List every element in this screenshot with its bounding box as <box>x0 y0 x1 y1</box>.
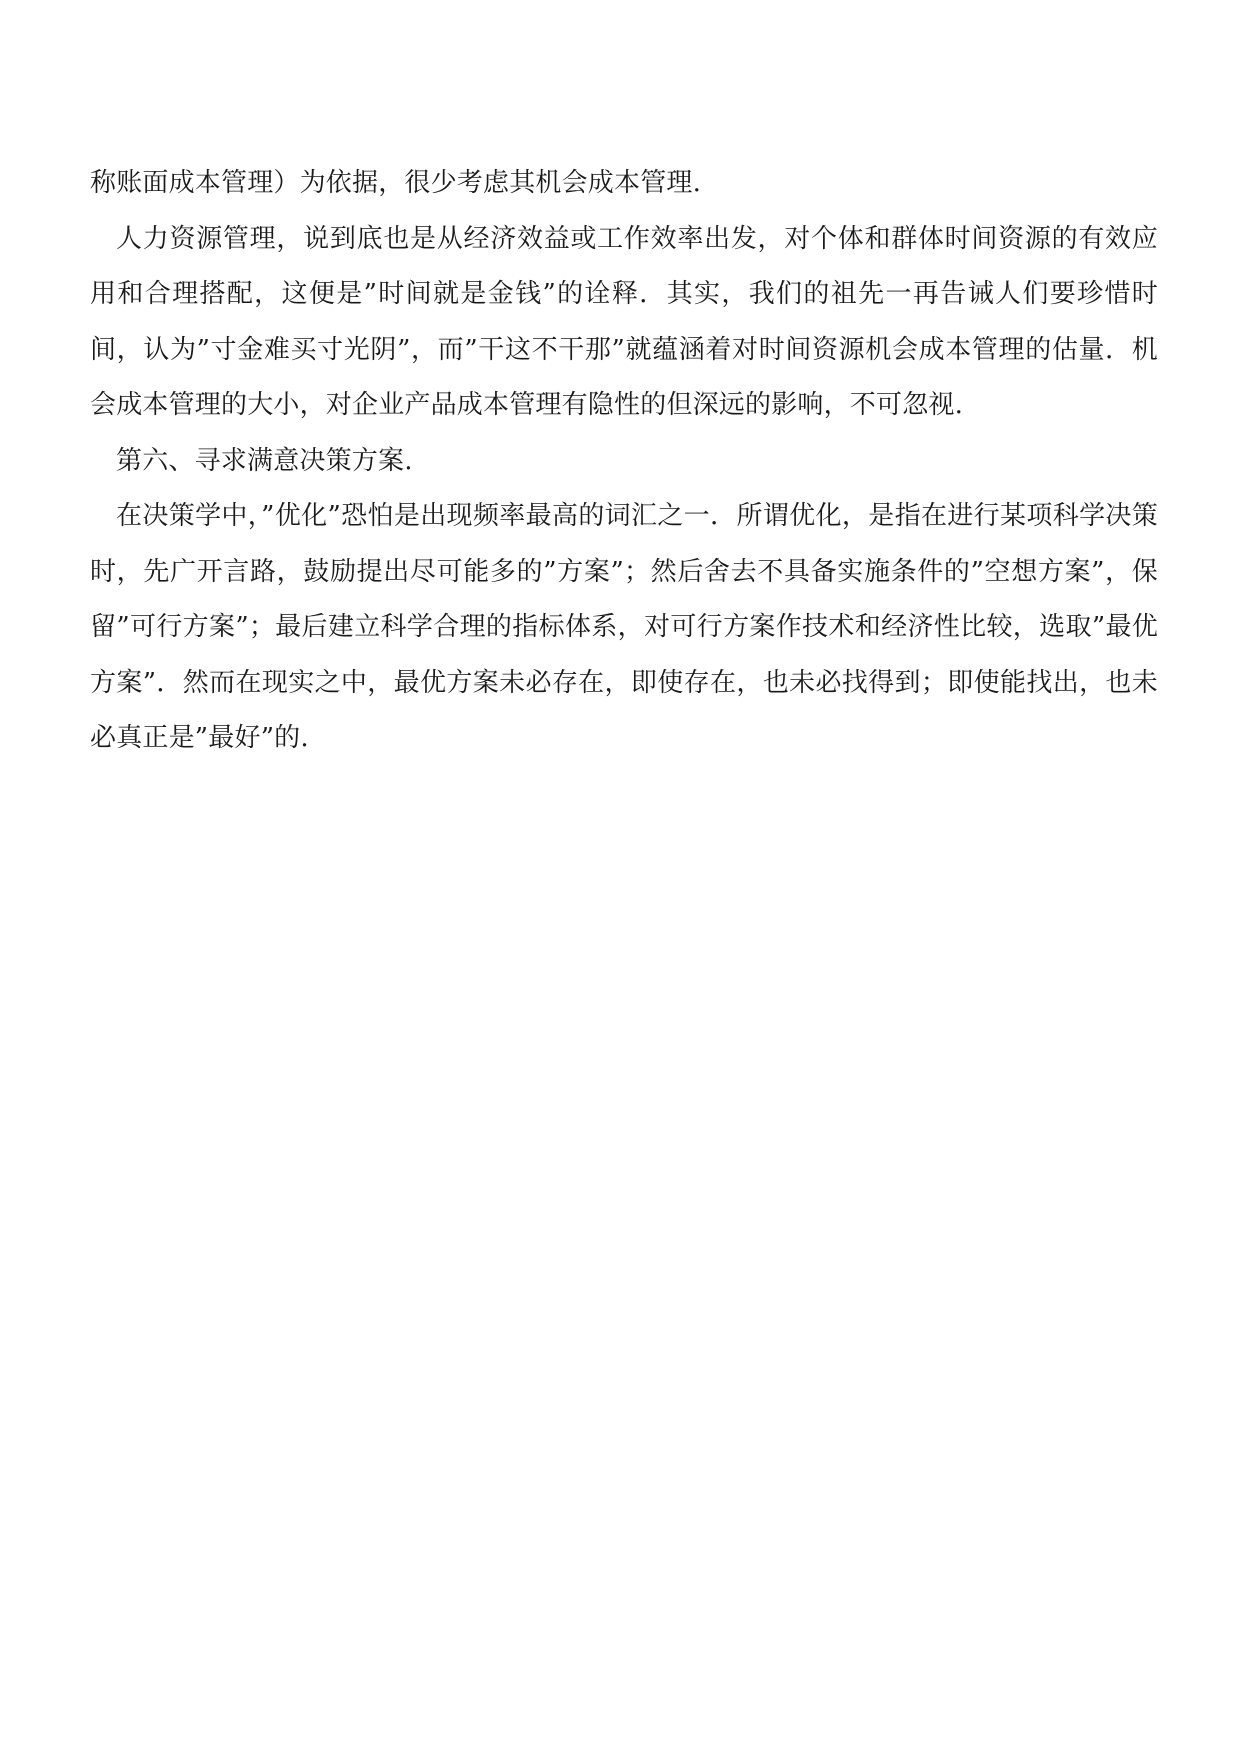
section-heading-sixth: 第六、寻求满意决策方案. <box>116 445 413 476</box>
paragraph-continuation: 称账面成本管理）为依据，很少考虑其机会成本管理. <box>90 168 702 198</box>
paragraph-human-resources: 人力资源管理，说到底也是从经济效益或工作效率出发，对个体和群体时间资源的有效应用和合理搭配，这便是”时间就是金钱”的诠释．其实，我们的祖先一再告诫人们要珍惜时间，认为”寸金难买寸光阴”，而”干这不干那”就蕴涵着对时间资源机会成本管理的估量．机会成本管理的大小，对企业产品成本管理有隐性的但深远的影响，不可忽视. <box>90 223 1158 420</box>
paragraph-optimization: 在决策学中，”优化”恐怕是出现频率最高的词汇之一．所谓优化，是指在进行某项科学决策时，先广开言路，鼓励提出尽可能多的”方案”；然后舍去不具备实施条件的”空想方案”，保留”可行方案”；最后建立科学合理的指标体系，对可行方案作技术和经济性比较，选取”最优方案”．然而在现实之中，最优方案未必存在，即使存在，也未必找得到；即使能找出，也未必真正是”最好”的. <box>90 501 1158 753</box>
body-text <box>90 156 1158 767</box>
